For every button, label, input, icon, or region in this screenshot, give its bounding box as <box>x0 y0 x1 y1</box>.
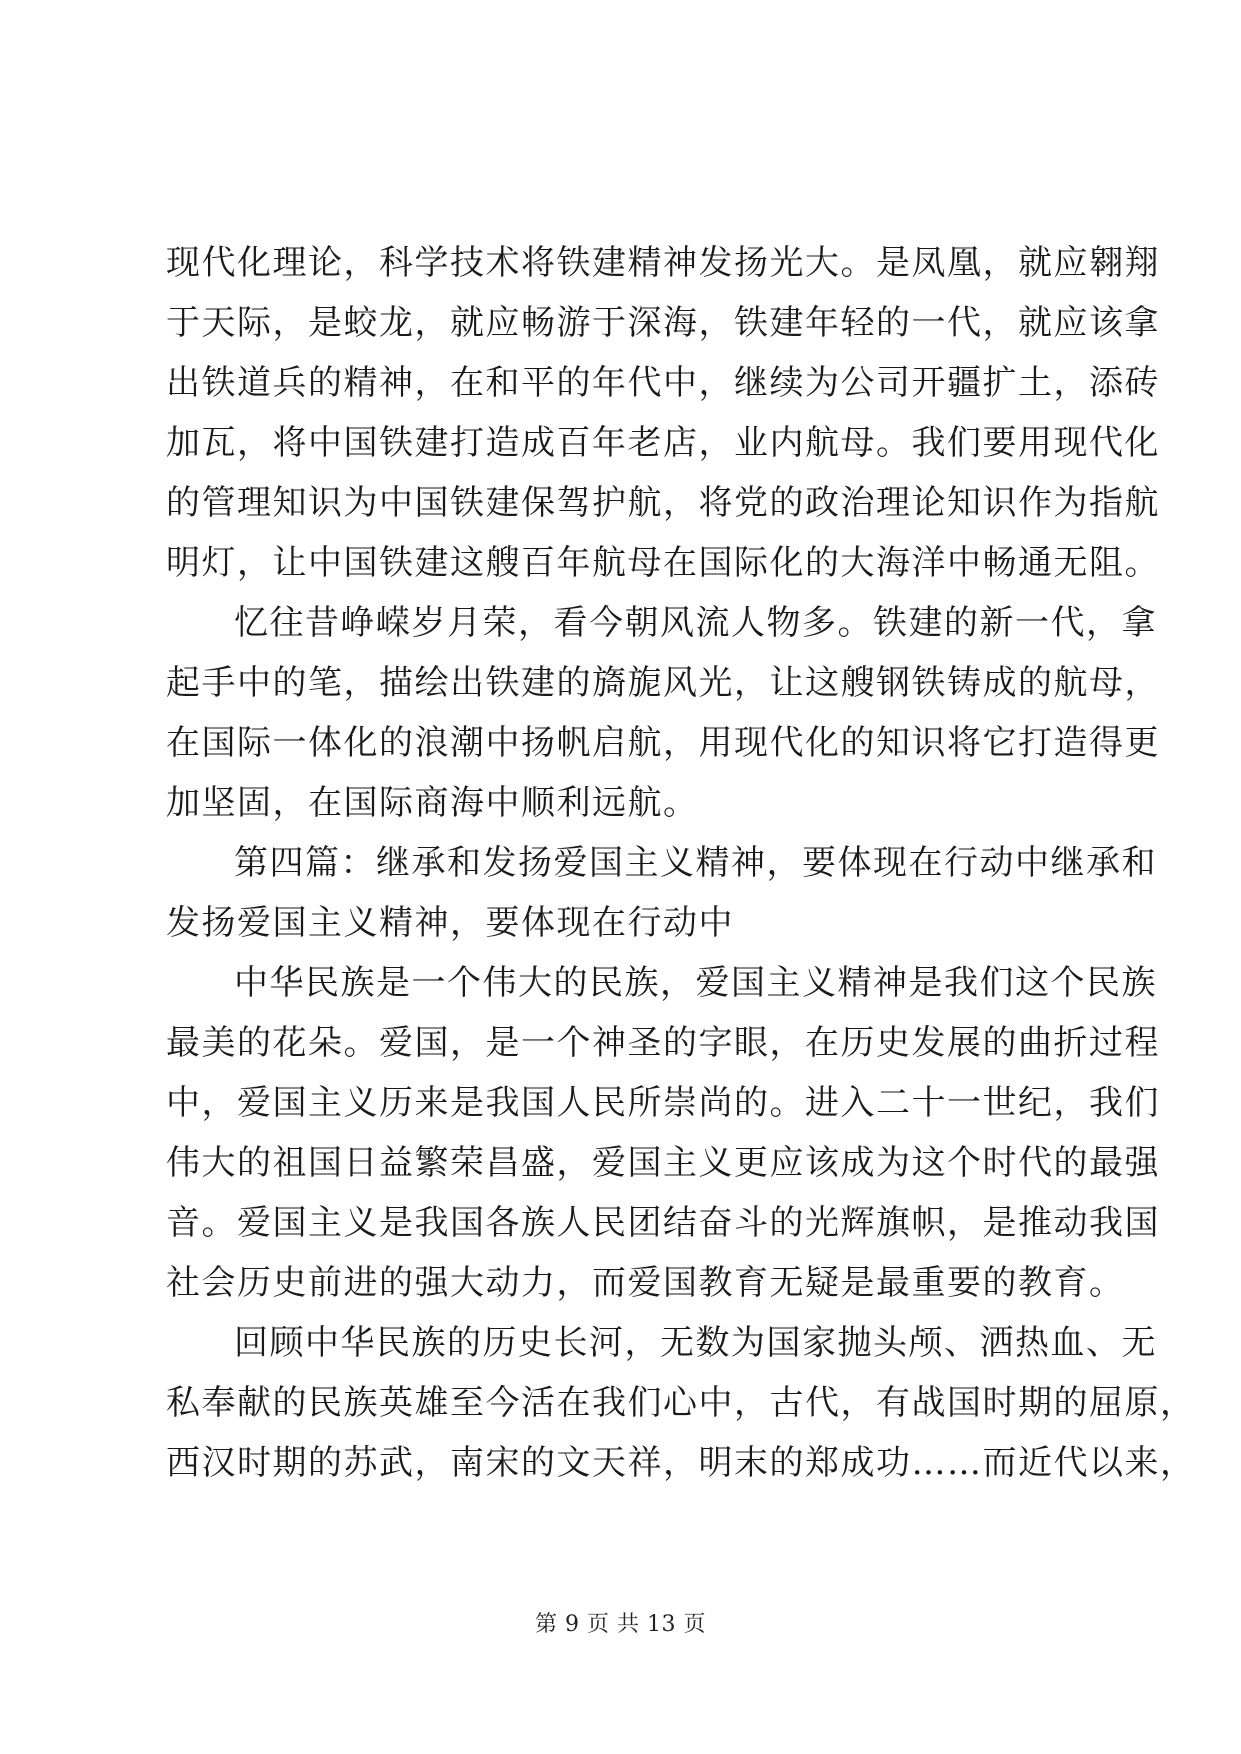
text-line: 忆往昔峥嵘岁月荣，看今朝风流人物多。铁建的新一代，拿 <box>234 603 1157 643</box>
text-line: 在国际一体化的浪潮中扬帆启航，用现代化的知识将它打造得更 <box>166 723 1160 763</box>
text-line: 私奉献的民族英雄至今活在我们心中，古代，有战国时期的屈原， <box>166 1383 1196 1423</box>
text-line: 中华民族是一个伟大的民族，爱国主义精神是我们这个民族 <box>234 963 1157 1003</box>
text-line: 中，爱国主义历来是我国人民所崇尚的。进入二十一世纪，我们 <box>166 1083 1160 1123</box>
text-line: 伟大的祖国日益繁荣昌盛，爱国主义更应该成为这个时代的最强 <box>166 1143 1160 1183</box>
text-line: 明灯，让中国铁建这艘百年航母在国际化的大海洋中畅通无阻。 <box>166 543 1160 583</box>
text-line: 西汉时期的苏武，南宋的文天祥，明末的郑成功……而近代以来， <box>166 1443 1196 1483</box>
text-line: 加坚固，在国际商海中顺利远航。 <box>166 783 699 823</box>
text-line: 发扬爱国主义精神，要体现在行动中 <box>166 903 734 943</box>
section-heading <box>166 833 1157 953</box>
text-line: 的管理知识为中国铁建保驾护航，将党的政治理论知识作为指航 <box>166 483 1160 523</box>
paragraph <box>166 953 1160 1313</box>
text-line: 出铁道兵的精神，在和平的年代中，继续为公司开疆扩土，添砖 <box>166 363 1160 403</box>
page-number-footer: 第 9 页 共 13 页 <box>535 1612 706 1637</box>
paragraph <box>166 593 1160 833</box>
text-line: 加瓦，将中国铁建打造成百年老店，业内航母。我们要用现代化 <box>166 423 1160 463</box>
text-line: 社会历史前进的强大动力，而爱国教育无疑是最重要的教育。 <box>166 1263 1125 1303</box>
text-line: 于天际，是蛟龙，就应畅游于深海，铁建年轻的一代，就应该拿 <box>166 303 1160 343</box>
text-line: 音。爱国主义是我国各族人民团结奋斗的光辉旗帜，是推动我国 <box>166 1203 1160 1243</box>
paragraph <box>166 1313 1196 1493</box>
text-line: 起手中的笔，描绘出铁建的旖旎风光，让这艘钢铁铸成的航母， <box>166 663 1160 703</box>
text-line: 回顾中华民族的历史长河，无数为国家抛头颅、洒热血、无 <box>234 1323 1157 1363</box>
document-body <box>166 233 1196 1493</box>
text-line: 现代化理论，科学技术将铁建精神发扬光大。是凤凰，就应翱翔 <box>166 243 1160 283</box>
text-line: 第四篇：继承和发扬爱国主义精神，要体现在行动中继承和 <box>234 843 1157 883</box>
paragraph <box>166 233 1160 593</box>
text-line: 最美的花朵。爱国，是一个神圣的字眼，在历史发展的曲折过程 <box>166 1023 1160 1063</box>
